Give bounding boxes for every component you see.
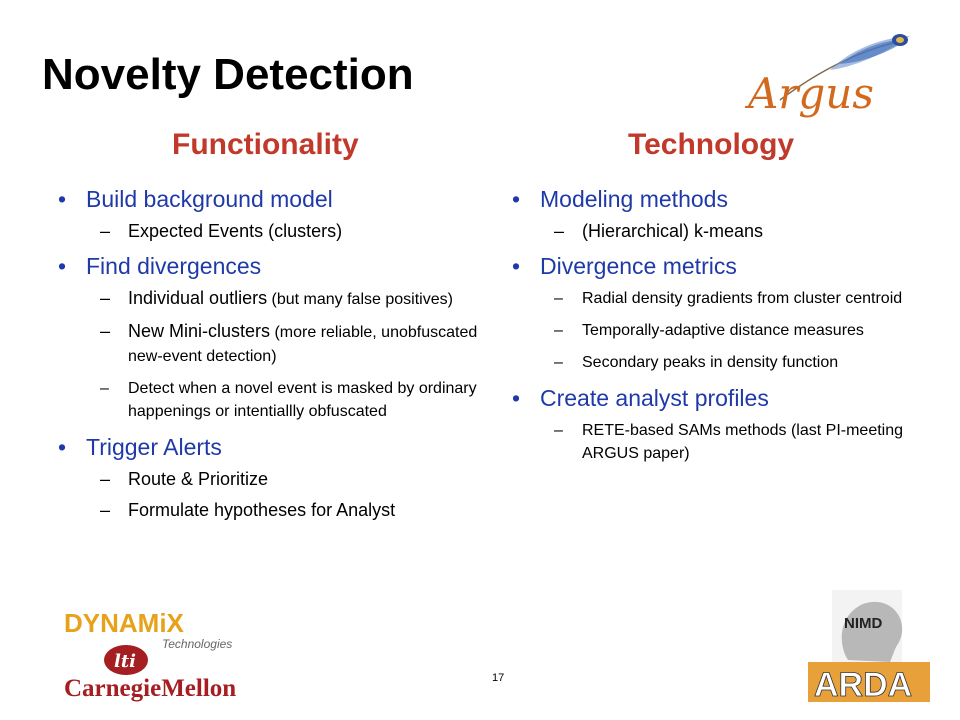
sub-bullet-text: Route & Prioritize (128, 469, 269, 489)
sub-bullet-item (512, 351, 912, 374)
cmu-seal-icon (104, 645, 148, 675)
dash-icon: – (100, 288, 111, 308)
functionality-heading: Functionality (172, 128, 359, 161)
sub-bullet-item (512, 319, 912, 342)
bullet-item (512, 251, 912, 281)
bullet-item (512, 184, 912, 214)
sub-bullet-note: Secondary peaks in density function (582, 354, 839, 371)
sub-bullet-text: Formulate hypotheses for Analyst (128, 500, 396, 520)
dynamix-logo-text: DYNAMiX (64, 608, 184, 638)
bullet-icon: • (58, 253, 67, 279)
technology-heading: Technology (628, 128, 795, 161)
sub-bullet-item (512, 419, 912, 465)
nimd-label: NIMD (844, 615, 883, 632)
sub-bullet-text: Expected Events (clusters) (128, 221, 343, 241)
slide-title: Novelty Detection (42, 50, 414, 99)
sub-bullet-text: New Mini-clusters (128, 321, 271, 341)
sub-bullet-note: Radial density gradients from cluster centroid (582, 290, 903, 307)
sub-bullet-item (58, 320, 488, 368)
dash-icon: – (554, 422, 563, 439)
bullet-icon: • (58, 434, 67, 460)
arda-logo-text: ARDA (814, 666, 913, 702)
sub-bullet-text: Individual outliers (128, 288, 268, 308)
sub-bullet-item (58, 468, 488, 490)
sub-bullet-item (58, 220, 488, 242)
bullet-label: Trigger Alerts (86, 434, 222, 460)
bullet-icon: • (512, 186, 521, 212)
sub-bullet-item (58, 287, 488, 311)
sub-bullet-item (58, 499, 488, 521)
argus-logo (740, 30, 920, 120)
dash-icon: – (554, 221, 565, 241)
sub-bullet-note: Detect when a novel event is masked by ordinary happenings or intentiallly obfuscated (128, 380, 477, 420)
cmu-logo-text: CarnegieMellon (64, 675, 237, 702)
dash-icon: – (100, 221, 111, 241)
bullet-label: Divergence metrics (540, 253, 737, 279)
dynamix-logo-subtext: Technologies (162, 637, 233, 651)
sub-bullet-text: (Hierarchical) k-means (582, 221, 764, 241)
bullet-label: Modeling methods (540, 186, 728, 212)
functionality-column (58, 184, 488, 530)
bullet-label: Create analyst profiles (540, 385, 769, 411)
sub-bullet-note: (but many false positives) (267, 291, 453, 308)
bullet-label: Build background model (86, 186, 333, 212)
bullet-icon: • (512, 253, 521, 279)
sub-bullet-item (512, 287, 912, 310)
bullet-label: Find divergences (86, 253, 262, 279)
dash-icon: – (100, 469, 111, 489)
sub-bullet-item (512, 220, 912, 242)
bullet-icon: • (58, 186, 67, 212)
sub-bullet-note: Temporally-adaptive distance measures (582, 322, 864, 339)
bullet-item (58, 251, 488, 281)
bullet-icon: • (512, 385, 521, 411)
dash-icon: – (554, 322, 563, 339)
argus-logo-text: Argus (748, 69, 874, 118)
svg-text:lti: lti (114, 651, 136, 672)
sub-bullet-note: RETE-based SAMs methods (last PI-meeting ARGUS paper) (582, 422, 904, 462)
technology-column (512, 184, 912, 474)
bullet-item (58, 432, 488, 462)
dash-icon: – (100, 380, 109, 397)
bullet-item (58, 184, 488, 214)
bullet-item (512, 383, 912, 413)
page-number: 17 (492, 672, 505, 684)
sub-bullet-item (58, 377, 488, 423)
dash-icon: – (554, 290, 563, 307)
arda-logo (808, 590, 930, 702)
dash-icon: – (554, 354, 563, 371)
dash-icon: – (100, 500, 111, 520)
cmu-logo (64, 640, 244, 702)
dash-icon: – (100, 321, 111, 341)
sub-bullet-note: (more reliable, unobfuscated new-event detection) (128, 324, 478, 365)
